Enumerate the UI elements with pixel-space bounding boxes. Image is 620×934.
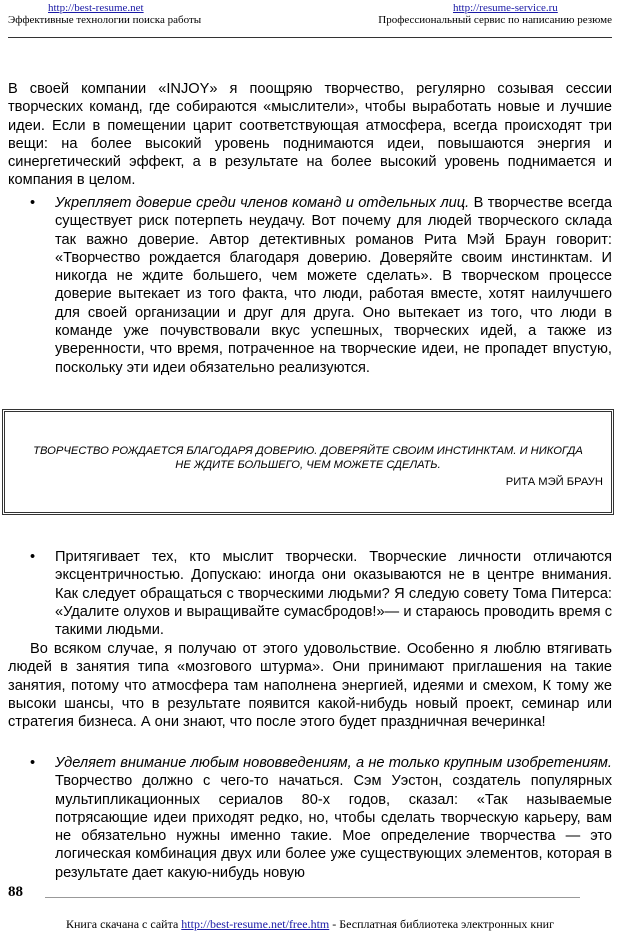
resume-service-link[interactable]: http://resume-service.ru <box>453 2 558 14</box>
bullet-3-text: Творчество должно с чего-то начаться. Сэм Уэстон, создатель популярных мультипликационных сериалов 80-х годов, сказал: «Так называемые потрясающие идеи приходят редко, но, чтобы сделать творческую карьеру, вам не обязательно нужны именно такие. Мое определение творчества — это логическая комбинация двух или более уже существующих элементов, которая в результате дает какую-нибудь новую <box>55 773 612 881</box>
free-library-link[interactable]: http://best-resume.net/free.htm <box>181 917 330 931</box>
header-right-link[interactable] <box>453 2 558 14</box>
bullet-1-text: В творчестве всегда существует риск потерпеть неудачу. Вот почему для людей творческого склада так важно доверие. Автор детективных романов Рита Мэй Браун говорит: «Творчество рождается благодаря доверию. Доверяйте своим инстинктам. И никогда не ждите большего, чем можете сделать». В творческом процессе доверие вытекает из того факта, что люди, работая вместе, хотят наилучшего для своей организации и друг для друга. Оно вытекает из того, что люди в команде уже почувствовали вкус успешных, творческих идей, а также из уверенности, что время, потраченное на творческие идеи, не пропадет впустую, поскольку эти идеи обязательно реализуются. <box>55 195 612 376</box>
paragraph-2: Во всяком случае, я получаю от этого удовольствие. Особенно я люблю втягивать людей в занятия типа «мозгового штурма». Они принимают приглашения на такие занятия, потому что атмосфера там наполнена энергией, идеями и смехом, К тому же высоки шансы, что в результате появится какой-нибудь новый проект, семинар или стратегия бизнеса. А они знают, что после этого будет праздничная вечеринка! <box>8 641 612 731</box>
bullet-item-1 <box>55 194 612 377</box>
header-right-subtitle: Профессиональный сервис по написанию резюме <box>378 14 612 26</box>
best-resume-link[interactable]: http://best-resume.net <box>48 2 144 14</box>
bullet-1-lead: Укрепляет доверие среди членов команд и отдельных лиц. <box>55 195 470 211</box>
bullet-icon: • <box>30 549 36 565</box>
paragraph-1: В своей компании «INJOY» я поощряю творчество, регулярно созывая сессии творческих команд, где собираются «мыслители», чтобы выработать новые и лучшие идеи. Если в помещении царит соответствующая атмосфера, всегда происходят три вещи: на более высокий уровень поднимаются идеи, повышаются энергия и синергетический эффект, а в результате на более высокий уровень поднимается и компания в целом. <box>8 81 612 189</box>
bullet-icon: • <box>30 755 36 771</box>
bullet-icon: • <box>30 195 36 211</box>
footer-divider <box>45 897 580 898</box>
footer-text <box>0 917 620 932</box>
header-divider <box>8 37 612 38</box>
quote-box <box>2 409 614 515</box>
footer-text-before: Книга скачана с сайта <box>66 917 182 931</box>
quote-author: РИТА МЭЙ БРАУН <box>505 476 603 488</box>
quote-text: ТВОРЧЕСТВО РОЖДАЕТСЯ БЛАГОДАРЯ ДОВЕРИЮ. ДОВЕРЯЙТЕ СВОИМ ИНСТИНКТАМ. И НИКОГДА НЕ ЖДИТЕ БОЛЬШЕГО, ЧЕМ МОЖЕТЕ СДЕЛАТЬ. <box>33 445 583 471</box>
header-left-subtitle: Эффективные технологии поиска работы <box>8 14 202 26</box>
footer-text-after: - Бесплатная библиотека электронных книг <box>329 917 554 931</box>
bullet-item-3 <box>55 754 612 882</box>
bullet-item-2: Притягивает тех, кто мыслит творчески. Творческие личности отличаются эксцентричностью. Допускаю: иногда они оказываются не в центре внимания. Как следует обращаться с творческими людьми? Я следую совету Тома Питерса: «Удалите олухов и выращивайте сумасбродов!»— и стараюсь проводить время с такими людьми. <box>55 549 612 639</box>
header-left-link[interactable] <box>48 2 144 14</box>
bullet-3-lead: Уделяет внимание любым нововведениям, а не только крупным изобретениям. <box>55 755 612 771</box>
page-number: 88 <box>8 884 23 900</box>
